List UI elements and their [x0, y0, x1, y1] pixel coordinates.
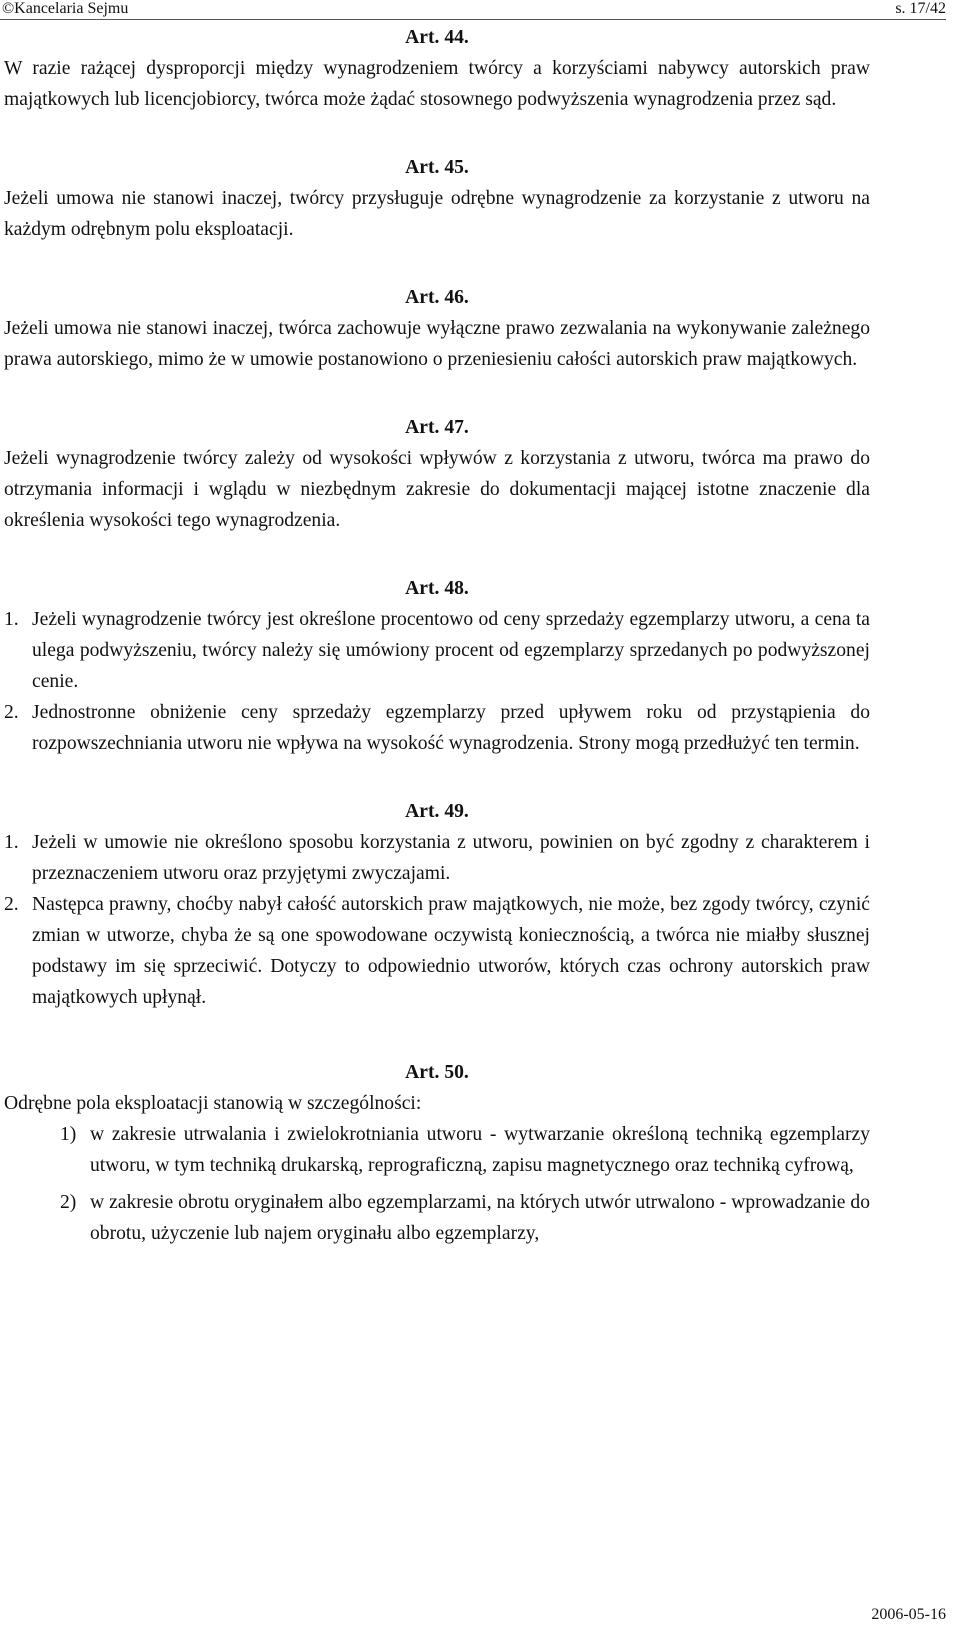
item-number: 2. [4, 894, 19, 915]
header-publisher: ©Kancelaria Sejmu [2, 0, 129, 17]
point-number: 2) [60, 1192, 77, 1213]
header-page-number: s. 17/42 [895, 0, 946, 17]
article-title: Art. 45. [405, 157, 469, 178]
footer-date: 2006-05-16 [871, 1606, 946, 1623]
article-intro: Odrębne pola eksploatacji stanowią w szczególności: [4, 1093, 422, 1114]
point-text: w zakresie obrotu oryginałem albo egzemplarzami, na których utwór utrwalono - wprowadzanie do obrotu, użyczenie lub najem oryginału albo egzemplarzy, [90, 1192, 870, 1244]
article-title: Art. 49. [405, 801, 469, 822]
header-divider [0, 19, 946, 20]
spacer [4, 375, 870, 412]
article-text: Jeżeli umowa nie stanowi inaczej, twórca zachowuje wyłączne prawo zezwalania na wykonywanie zależnego prawa autorskiego, mimo że w umowie postanowiono o przeniesieniu całości autorskich praw majątkowych. [4, 318, 870, 370]
article-item [4, 697, 870, 759]
point-text: w zakresie utrwalania i zwielokrotniania utworu - wytwarzanie określoną techniką egzemplarzy utworu, w tym techniką drukarską, reprograficzną, zapisu magnetycznego oraz techniką cyfrową, [90, 1124, 870, 1176]
article-44 [4, 22, 870, 115]
point-number: 1) [60, 1124, 77, 1145]
item-number: 1. [4, 609, 19, 630]
list-point [4, 1119, 870, 1181]
article-title: Art. 44. [405, 27, 469, 48]
spacer [4, 536, 870, 573]
article-item [4, 889, 870, 1013]
article-text: Jeżeli wynagrodzenie twórcy zależy od wysokości wpływów z korzystania z utworu, twórca ma prawo do otrzymania informacji i wglądu w niezbędnym zakresie do dokumentacji mającej istotne znaczenie dla określenia wysokości tego wynagrodzenia. [4, 448, 870, 531]
point-list [4, 1119, 870, 1249]
article-46 [4, 282, 870, 375]
article-49 [4, 796, 870, 1013]
article-47 [4, 412, 870, 536]
article-50 [4, 1057, 870, 1249]
article-text: Jeżeli umowa nie stanowi inaczej, twórcy przysługuje odrębne wynagrodzenie za korzystanie z utworu na każdym odrębnym polu eksploatacji. [4, 188, 870, 240]
spacer [4, 759, 870, 796]
article-title: Art. 46. [405, 287, 469, 308]
item-text: Jeżeli w umowie nie określono sposobu korzystania z utworu, powinien on być zgodny z charakterem i przeznaczeniem utworu oraz przyjętymi zwyczajami. [32, 832, 870, 884]
list-point [4, 1187, 870, 1249]
document-content [4, 22, 870, 1255]
article-title: Art. 48. [405, 578, 469, 599]
item-number: 2. [4, 702, 19, 723]
article-text: W razie rażącej dysproporcji między wynagrodzeniem twórcy a korzyściami nabywcy autorskich praw majątkowych lub licencjobiorcy, twórca może żądać stosownego podwyższenia wynagrodzenia przez sąd. [4, 58, 870, 110]
spacer [4, 115, 870, 152]
article-item [4, 827, 870, 889]
article-45 [4, 152, 870, 245]
article-item [4, 604, 870, 697]
article-title: Art. 50. [405, 1062, 469, 1083]
spacer [4, 1013, 870, 1057]
spacer [4, 245, 870, 282]
article-48 [4, 573, 870, 759]
article-title: Art. 47. [405, 417, 469, 438]
item-text: Jednostronne obniżenie ceny sprzedaży egzemplarzy przed upływem roku od przystąpienia do rozpowszechniania utworu nie wpływa na wysokość wynagrodzenia. Strony mogą przedłużyć ten termin. [32, 702, 870, 754]
item-text: Następca prawny, choćby nabył całość autorskich praw majątkowych, nie może, bez zgody twórcy, czynić zmian w utworze, chyba że są one spowodowane oczywistą koniecznością, a twórca nie miałby słusznej podstawy im się sprzeciwić. Dotyczy to odpowiednio utworów, których czas ochrony autorskich praw majątkowych upłynął. [32, 894, 870, 1008]
item-text: Jeżeli wynagrodzenie twórcy jest określone procentowo od ceny sprzedaży egzemplarzy utworu, a cena ta ulega podwyższeniu, twórcy należy się umówiony procent od egzemplarzy sprzedanych po podwyższonej cenie. [32, 609, 870, 692]
item-number: 1. [4, 832, 19, 853]
